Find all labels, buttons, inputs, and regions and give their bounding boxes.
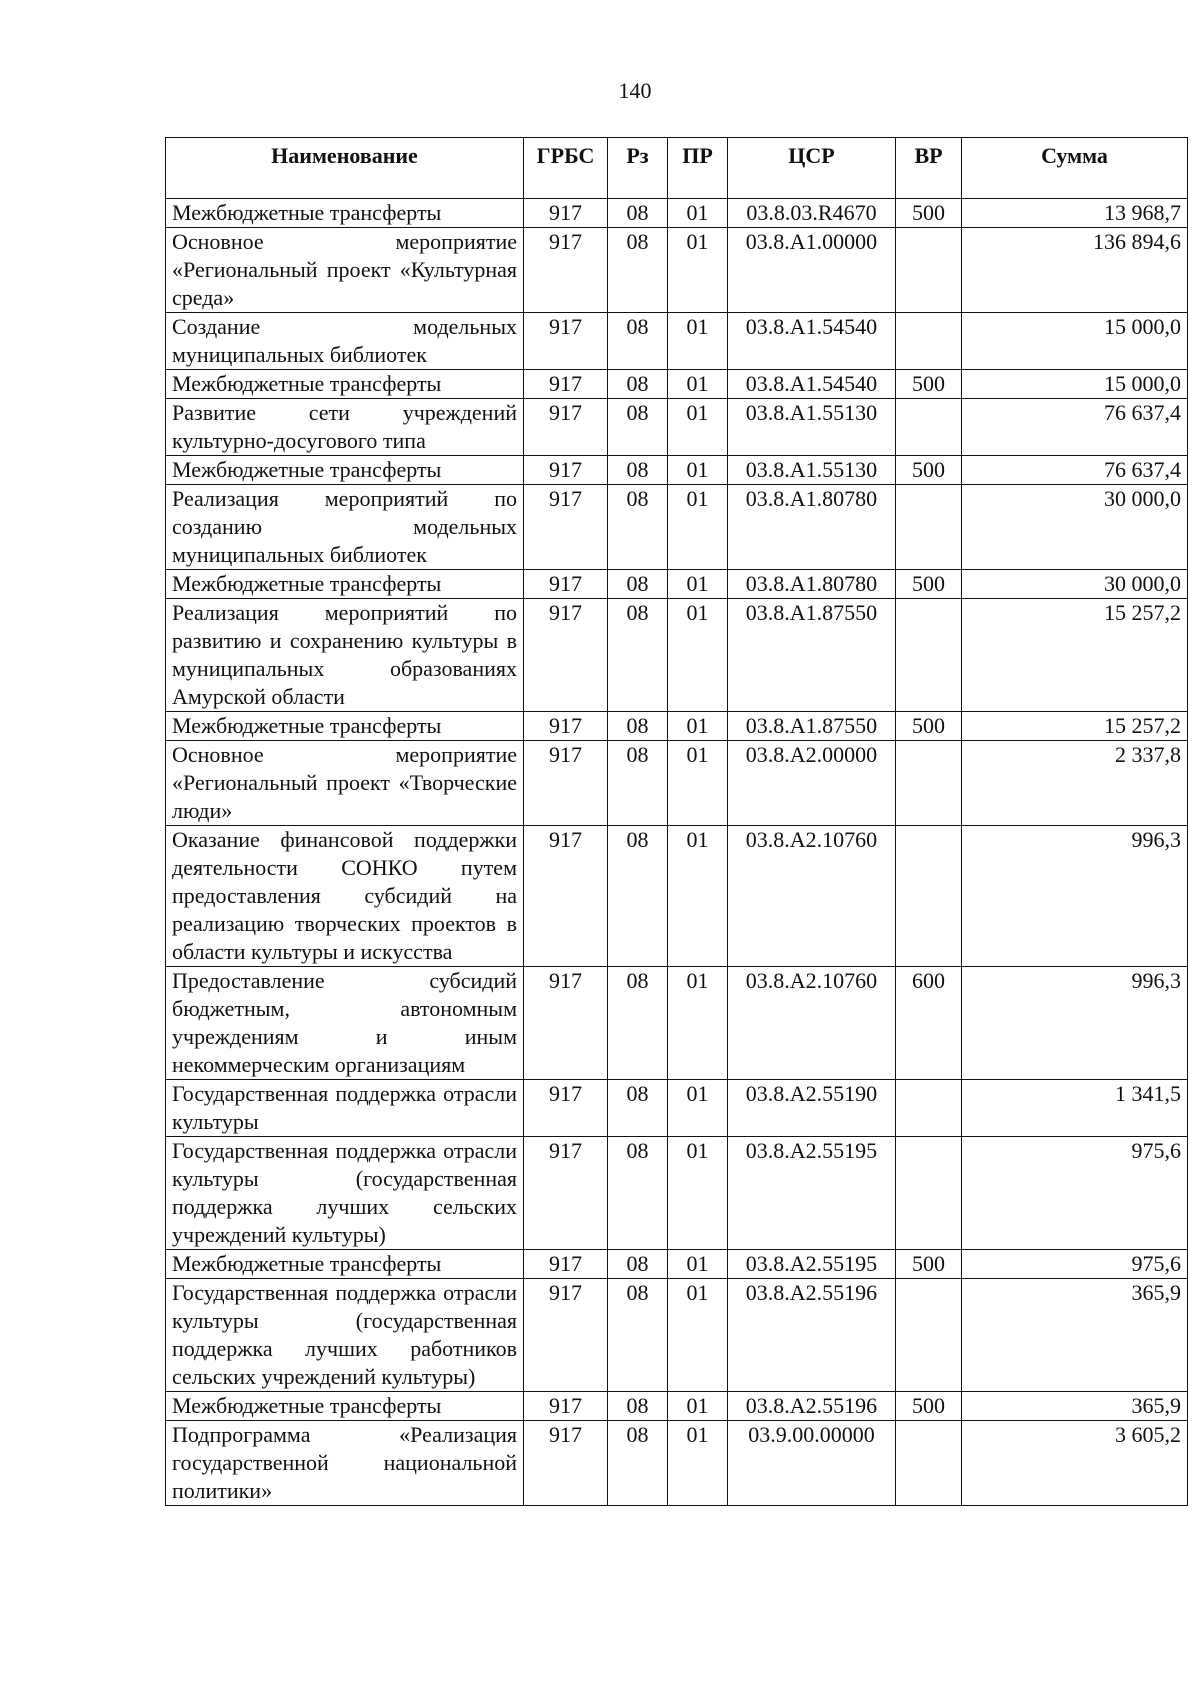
cell-csr: 03.8.А2.55196 (728, 1279, 896, 1392)
cell-sum: 30 000,0 (962, 485, 1188, 570)
cell-csr: 03.8.А1.55130 (728, 456, 896, 485)
cell-grbs: 917 (524, 370, 608, 399)
table-row (166, 1137, 1188, 1250)
cell-rz: 08 (608, 741, 668, 826)
cell-sum: 996,3 (962, 826, 1188, 967)
cell-pr: 01 (668, 1392, 728, 1421)
cell-name: Предоставление субсидий бюджетным, автономным учреждениям и иным некоммерческим организациям (166, 967, 524, 1080)
cell-sum: 365,9 (962, 1279, 1188, 1392)
cell-sum: 975,6 (962, 1250, 1188, 1279)
cell-pr: 01 (668, 826, 728, 967)
cell-vr (896, 1080, 962, 1137)
header-vr: ВР (896, 138, 962, 199)
cell-name: Развитие сети учреждений культурно-досугового типа (166, 399, 524, 456)
cell-vr: 500 (896, 570, 962, 599)
cell-csr: 03.9.00.00000 (728, 1421, 896, 1506)
cell-vr (896, 228, 962, 313)
cell-pr: 01 (668, 313, 728, 370)
cell-pr: 01 (668, 399, 728, 456)
cell-vr: 500 (896, 1392, 962, 1421)
cell-grbs: 917 (524, 399, 608, 456)
cell-vr: 500 (896, 370, 962, 399)
cell-csr: 03.8.А2.55196 (728, 1392, 896, 1421)
cell-vr (896, 485, 962, 570)
cell-grbs: 917 (524, 967, 608, 1080)
cell-sum: 2 337,8 (962, 741, 1188, 826)
cell-pr: 01 (668, 370, 728, 399)
cell-name: Межбюджетные трансферты (166, 1250, 524, 1279)
cell-name: Государственная поддержка отрасли культуры (государственная поддержка лучших работников сельских учреждений культуры) (166, 1279, 524, 1392)
cell-grbs: 917 (524, 1392, 608, 1421)
cell-grbs: 917 (524, 826, 608, 967)
cell-grbs: 917 (524, 712, 608, 741)
table-row (166, 1250, 1188, 1279)
cell-name: Создание модельных муниципальных библиотек (166, 313, 524, 370)
cell-vr: 500 (896, 1250, 962, 1279)
table-row (166, 826, 1188, 967)
cell-name: Оказание финансовой поддержки деятельности СОНКО путем предоставления субсидий на реализацию творческих проектов в области культуры и искусства (166, 826, 524, 967)
table-row (166, 456, 1188, 485)
cell-rz: 08 (608, 370, 668, 399)
cell-rz: 08 (608, 485, 668, 570)
cell-sum: 975,6 (962, 1137, 1188, 1250)
cell-vr: 600 (896, 967, 962, 1080)
cell-rz: 08 (608, 199, 668, 228)
cell-vr (896, 1137, 962, 1250)
cell-name: Межбюджетные трансферты (166, 1392, 524, 1421)
cell-sum: 365,9 (962, 1392, 1188, 1421)
cell-name: Межбюджетные трансферты (166, 570, 524, 599)
cell-grbs: 917 (524, 599, 608, 712)
cell-csr: 03.8.А1.55130 (728, 399, 896, 456)
cell-sum: 30 000,0 (962, 570, 1188, 599)
cell-csr: 03.8.А2.10760 (728, 967, 896, 1080)
table-header-row (166, 138, 1188, 199)
cell-csr: 03.8.А1.80780 (728, 570, 896, 599)
cell-pr: 01 (668, 712, 728, 741)
table-row (166, 712, 1188, 741)
cell-vr (896, 1279, 962, 1392)
cell-sum: 15 257,2 (962, 712, 1188, 741)
cell-grbs: 917 (524, 1137, 608, 1250)
table-row (166, 967, 1188, 1080)
page-number: 140 (618, 78, 652, 103)
cell-rz: 08 (608, 967, 668, 1080)
cell-name: Межбюджетные трансферты (166, 370, 524, 399)
cell-grbs: 917 (524, 313, 608, 370)
cell-vr (896, 399, 962, 456)
cell-grbs: 917 (524, 456, 608, 485)
cell-csr: 03.8.А1.54540 (728, 313, 896, 370)
cell-vr: 500 (896, 199, 962, 228)
cell-sum: 15 000,0 (962, 313, 1188, 370)
cell-name: Подпрограмма «Реализация государственной национальной политики» (166, 1421, 524, 1506)
cell-csr: 03.8.А2.55190 (728, 1080, 896, 1137)
cell-sum: 996,3 (962, 967, 1188, 1080)
cell-rz: 08 (608, 456, 668, 485)
cell-csr: 03.8.03.R4670 (728, 199, 896, 228)
cell-grbs: 917 (524, 570, 608, 599)
cell-name: Основное мероприятие «Региональный проект «Культурная среда» (166, 228, 524, 313)
header-name: Наименование (166, 138, 524, 199)
cell-grbs: 917 (524, 1421, 608, 1506)
table-row (166, 741, 1188, 826)
cell-rz: 08 (608, 313, 668, 370)
table-row (166, 570, 1188, 599)
cell-vr (896, 1421, 962, 1506)
budget-table (165, 137, 1188, 1506)
cell-vr: 500 (896, 712, 962, 741)
table-row (166, 1421, 1188, 1506)
cell-vr (896, 826, 962, 967)
cell-vr (896, 741, 962, 826)
cell-pr: 01 (668, 1279, 728, 1392)
cell-pr: 01 (668, 1080, 728, 1137)
cell-name: Государственная поддержка отрасли культуры (государственная поддержка лучших сельских учреждений культуры) (166, 1137, 524, 1250)
cell-name: Реализация мероприятий по развитию и сохранению культуры в муниципальных образованиях Амурской области (166, 599, 524, 712)
cell-sum: 1 341,5 (962, 1080, 1188, 1137)
table-row (166, 1279, 1188, 1392)
cell-pr: 01 (668, 741, 728, 826)
cell-pr: 01 (668, 967, 728, 1080)
cell-name: Межбюджетные трансферты (166, 199, 524, 228)
cell-csr: 03.8.А2.55195 (728, 1250, 896, 1279)
table-row (166, 599, 1188, 712)
cell-csr: 03.8.А1.54540 (728, 370, 896, 399)
cell-grbs: 917 (524, 1279, 608, 1392)
cell-rz: 08 (608, 1250, 668, 1279)
cell-grbs: 917 (524, 485, 608, 570)
table-row (166, 399, 1188, 456)
cell-grbs: 917 (524, 199, 608, 228)
cell-rz: 08 (608, 228, 668, 313)
header-sum: Сумма (962, 138, 1188, 199)
cell-pr: 01 (668, 1250, 728, 1279)
cell-csr: 03.8.А1.87550 (728, 712, 896, 741)
cell-sum: 76 637,4 (962, 456, 1188, 485)
cell-rz: 08 (608, 826, 668, 967)
cell-name: Реализация мероприятий по созданию модельных муниципальных библиотек (166, 485, 524, 570)
cell-grbs: 917 (524, 228, 608, 313)
cell-pr: 01 (668, 199, 728, 228)
cell-rz: 08 (608, 399, 668, 456)
cell-rz: 08 (608, 1080, 668, 1137)
cell-rz: 08 (608, 570, 668, 599)
cell-csr: 03.8.А2.00000 (728, 741, 896, 826)
table-row (166, 313, 1188, 370)
cell-pr: 01 (668, 1137, 728, 1250)
cell-sum: 15 000,0 (962, 370, 1188, 399)
cell-csr: 03.8.А1.00000 (728, 228, 896, 313)
cell-grbs: 917 (524, 741, 608, 826)
table-row (166, 228, 1188, 313)
table-row (166, 370, 1188, 399)
cell-pr: 01 (668, 456, 728, 485)
cell-rz: 08 (608, 712, 668, 741)
cell-vr: 500 (896, 456, 962, 485)
cell-sum: 3 605,2 (962, 1421, 1188, 1506)
table-body (166, 199, 1188, 1506)
cell-name: Межбюджетные трансферты (166, 456, 524, 485)
cell-rz: 08 (608, 1421, 668, 1506)
cell-rz: 08 (608, 1137, 668, 1250)
cell-grbs: 917 (524, 1080, 608, 1137)
cell-name: Межбюджетные трансферты (166, 712, 524, 741)
cell-csr: 03.8.А2.10760 (728, 826, 896, 967)
table-row (166, 485, 1188, 570)
cell-sum: 136 894,6 (962, 228, 1188, 313)
cell-csr: 03.8.А2.55195 (728, 1137, 896, 1250)
table-row (166, 1392, 1188, 1421)
cell-name: Основное мероприятие «Региональный проект «Творческие люди» (166, 741, 524, 826)
header-csr: ЦСР (728, 138, 896, 199)
cell-csr: 03.8.А1.87550 (728, 599, 896, 712)
cell-vr (896, 599, 962, 712)
cell-pr: 01 (668, 1421, 728, 1506)
cell-rz: 08 (608, 1279, 668, 1392)
header-rz: Рз (608, 138, 668, 199)
cell-name: Государственная поддержка отрасли культуры (166, 1080, 524, 1137)
cell-sum: 13 968,7 (962, 199, 1188, 228)
cell-rz: 08 (608, 599, 668, 712)
header-pr: ПР (668, 138, 728, 199)
cell-sum: 15 257,2 (962, 599, 1188, 712)
cell-grbs: 917 (524, 1250, 608, 1279)
cell-pr: 01 (668, 485, 728, 570)
table-row (166, 1080, 1188, 1137)
cell-vr (896, 313, 962, 370)
header-grbs: ГРБС (524, 138, 608, 199)
cell-pr: 01 (668, 228, 728, 313)
cell-rz: 08 (608, 1392, 668, 1421)
cell-pr: 01 (668, 599, 728, 712)
cell-pr: 01 (668, 570, 728, 599)
cell-sum: 76 637,4 (962, 399, 1188, 456)
cell-csr: 03.8.А1.80780 (728, 485, 896, 570)
table-row (166, 199, 1188, 228)
